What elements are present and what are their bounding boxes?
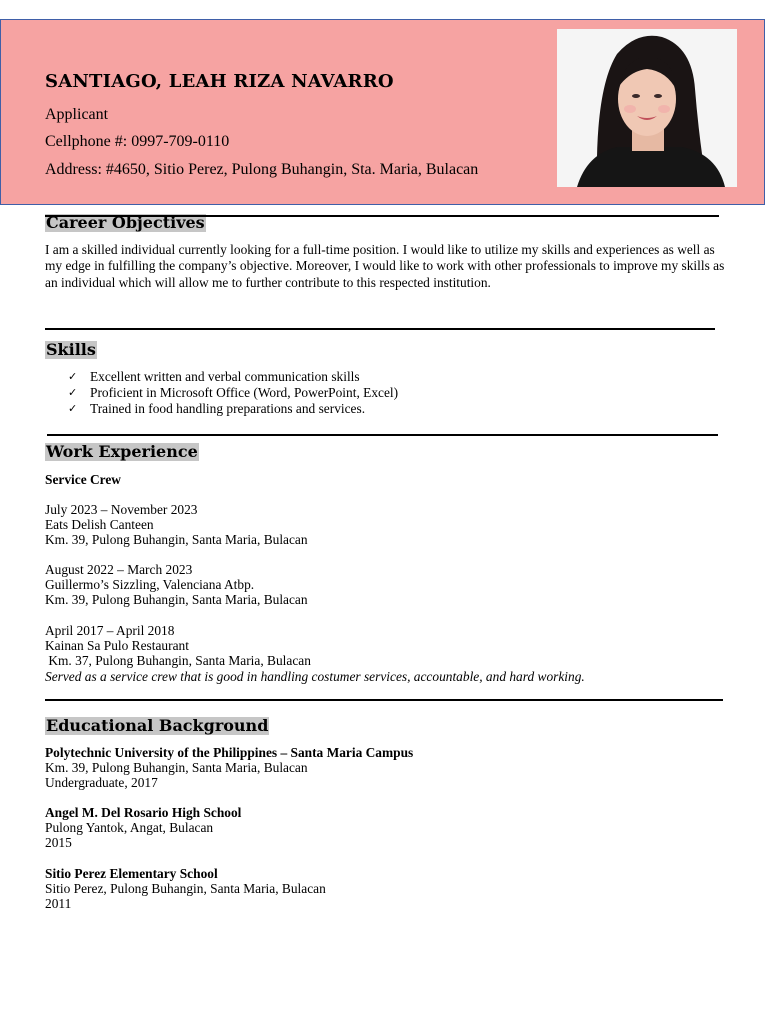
job-entry: [45, 502, 308, 548]
school-location: Sitio Perez, Pulong Buhangin, Santa Maria, Bulacan: [45, 881, 326, 897]
skills-heading: Skills: [46, 340, 96, 359]
school-location: Km. 39, Pulong Buhangin, Santa Maria, Bulacan: [45, 760, 308, 776]
work-experience-heading: Work Experience: [46, 442, 198, 461]
job-company: Kainan Sa Pulo Restaurant: [45, 638, 189, 654]
work-position: Service Crew: [45, 472, 121, 487]
applicant-name: SANTIAGO, LEAH RIZA NAVARRO: [45, 71, 394, 92]
job-location: Km. 39, Pulong Buhangin, Santa Maria, Bulacan: [45, 532, 308, 548]
checkmark-icon: ✓: [68, 386, 78, 399]
skills-list: [68, 369, 398, 417]
skill-item: ✓ Proficient in Microsoft Office (Word, PowerPoint, Excel): [68, 385, 399, 400]
school-year: 2011: [45, 896, 72, 912]
job-dates: April 2017 – April 2018: [45, 623, 175, 638]
job-entry: [45, 562, 308, 608]
applicant-role: Applicant: [45, 106, 109, 123]
school-entry: [45, 866, 326, 912]
divider: [45, 215, 719, 217]
applicant-photo: [557, 29, 737, 187]
skill-item: ✓ Excellent written and verbal communication skills: [68, 369, 360, 384]
job-location: Km. 39, Pulong Buhangin, Santa Maria, Bulacan: [45, 592, 308, 608]
school-entry: [45, 745, 413, 791]
school-name: Polytechnic University of the Philippines – Santa Maria Campus: [45, 745, 414, 760]
divider: [45, 328, 715, 330]
job-company: Guillermo’s Sizzling, Valenciana Atbp.: [45, 577, 255, 593]
school-location: Pulong Yantok, Angat, Bulacan: [45, 820, 214, 836]
job-dates: August 2022 – March 2023: [45, 562, 193, 577]
applicant-cellphone: Cellphone #: 0997-709-0110: [45, 133, 230, 150]
job-company: Eats Delish Canteen: [45, 517, 154, 533]
divider: [47, 434, 718, 436]
school-name: Sitio Perez Elementary School: [45, 866, 218, 881]
checkmark-icon: ✓: [68, 370, 78, 383]
job-location: Km. 37, Pulong Buhangin, Santa Maria, Bulacan: [45, 653, 311, 669]
school-year: 2015: [45, 835, 72, 851]
education-heading: Educational Background: [46, 716, 269, 735]
divider: [45, 699, 723, 701]
school-entry: [45, 805, 241, 851]
applicant-address: Address: #4650, Sitio Perez, Pulong Buhangin, Sta. Maria, Bulacan: [45, 161, 479, 178]
work-summary: Served as a service crew that is good in handling costumer services, accountable, and hard working.: [45, 668, 585, 684]
school-name: Angel M. Del Rosario High School: [45, 805, 242, 820]
school-year: Undergraduate, 2017: [45, 775, 158, 791]
career-objectives-heading: Career Objectives: [46, 213, 205, 232]
job-dates: July 2023 – November 2023: [45, 502, 198, 517]
career-objectives-text: I am a skilled individual currently looking for a full-time position. I would like to utilize my skills and experiences as well as my edge in fulfilling the company’s objective. Moreover, I would like to work with other professionals to improve my skills as an individual which will allow me to further contribute to this respected institution.: [45, 242, 725, 290]
job-entry: [45, 623, 585, 684]
skill-item: ✓ Trained in food handling preparations and services.: [68, 401, 366, 416]
checkmark-icon: ✓: [68, 402, 78, 415]
